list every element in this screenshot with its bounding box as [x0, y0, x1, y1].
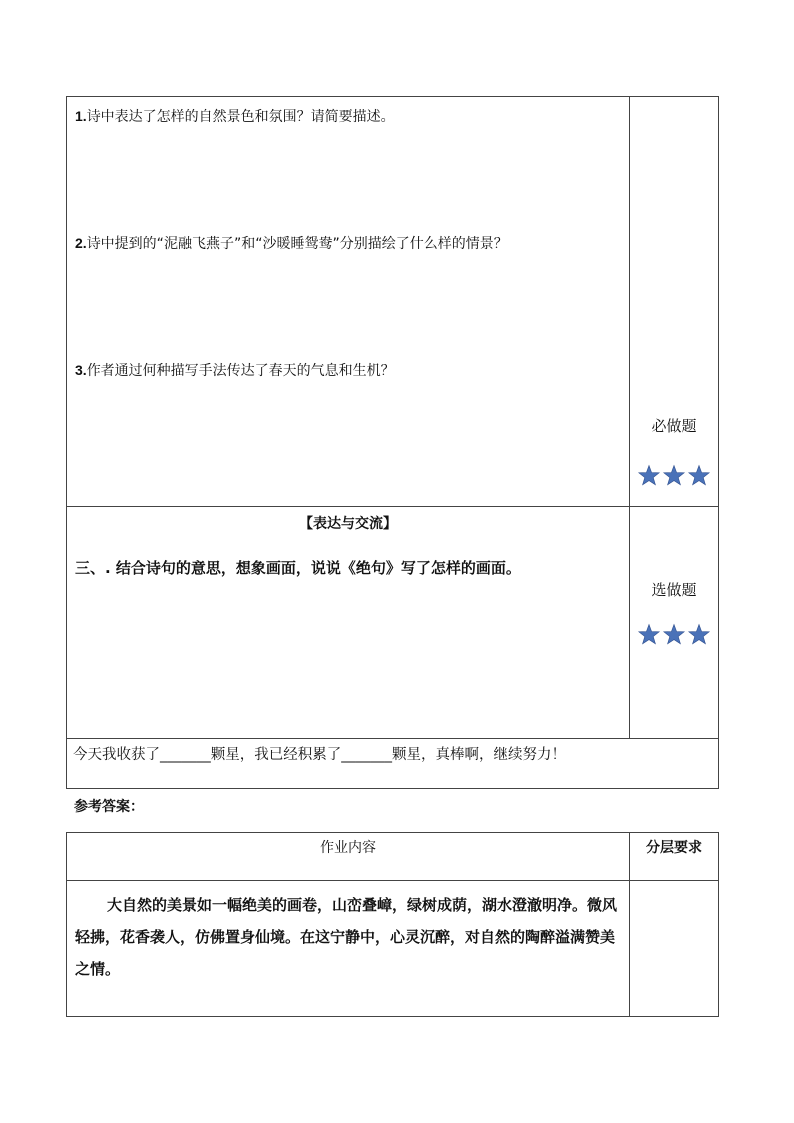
header-level-label: 分层要求: [646, 840, 702, 856]
questions-cell: [67, 97, 630, 507]
answer-text: 大自然的美景如一幅绝美的画卷，山峦叠嶂，绿树成荫，湖水澄澈明净。微风轻拂，花香袭人，仿佛置身仙境。在这宁静中，心灵沉醉，对自然的陶醉溢满赞美之情。: [75, 896, 618, 978]
required-stars: [630, 464, 718, 488]
section-title: 【表达与交流】: [299, 516, 397, 532]
optional-stars: [630, 623, 718, 647]
star-icon: [662, 464, 686, 488]
question-3: 3.作者通过何种描写手法传达了春天的气息和生机？: [75, 362, 395, 379]
expression-cell: [67, 507, 630, 739]
star-icon: [687, 623, 711, 647]
optional-cell: [630, 507, 719, 739]
answers-title: 参考答案：: [74, 799, 144, 815]
star-icon: [662, 623, 686, 647]
worksheet-table: [66, 96, 719, 789]
answers-table: [66, 832, 719, 1017]
header-content-label: 作业内容: [320, 840, 376, 856]
summary-text: 今天我收获了_______颗星，我已经积累了_______颗星，真棒啊，继续努力！: [73, 747, 566, 763]
star-icon: [637, 623, 661, 647]
star-icon: [687, 464, 711, 488]
answer-level-cell: [630, 881, 719, 1017]
required-cell: [630, 97, 719, 507]
question-expression: 三、. 结合诗句的意思，想象画面，说说《绝句》写了怎样的画面。: [75, 559, 521, 577]
summary-cell: [67, 739, 719, 789]
question-1: 1.诗中表达了怎样的自然景色和氛围？请简要描述。: [75, 108, 395, 125]
question-2: 2.诗中提到的“泥融飞燕子”和“沙暖睡鸳鸯”分别描绘了什么样的情景？: [75, 235, 508, 252]
required-label: 必做题: [651, 417, 697, 435]
header-level: [630, 833, 719, 881]
optional-label: 选做题: [651, 581, 697, 599]
answer-cell: [67, 881, 630, 1017]
star-icon: [637, 464, 661, 488]
header-content: [67, 833, 630, 881]
